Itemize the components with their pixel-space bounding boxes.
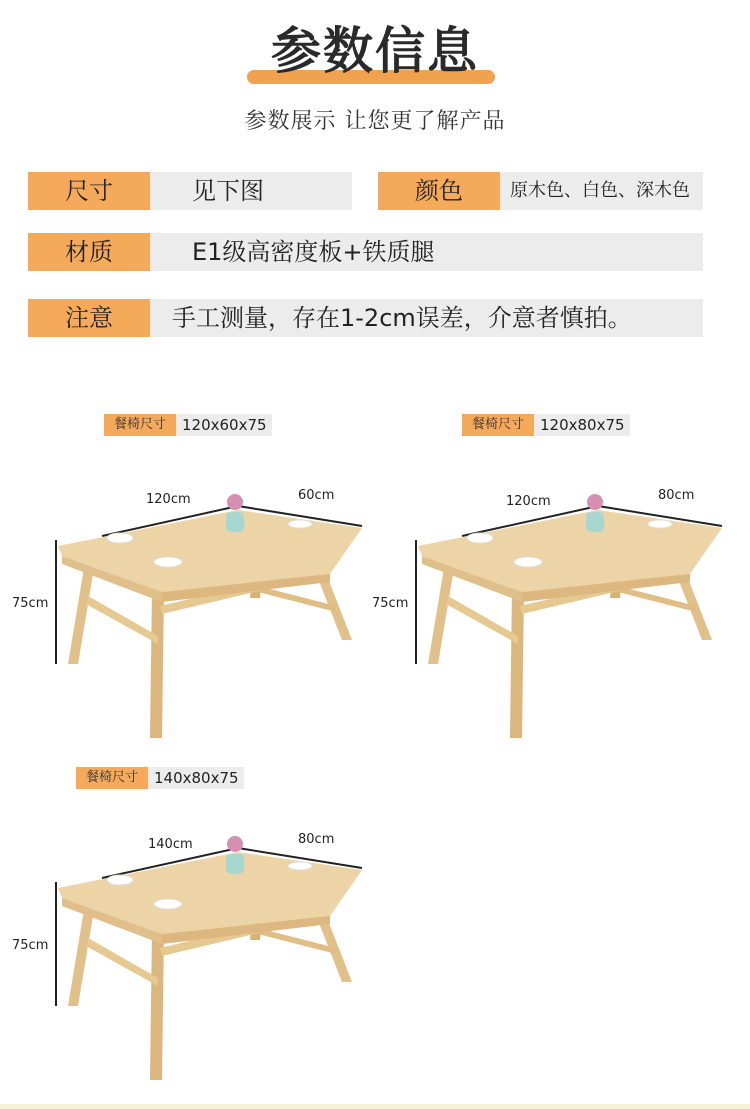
dim-height-1: 75cm xyxy=(12,596,49,611)
size-tag-2 xyxy=(462,414,632,436)
note-label: 注意 xyxy=(28,299,150,337)
dim-length-1: 120cm xyxy=(146,492,191,507)
size-tag-value: 120x80x75 xyxy=(534,414,630,436)
size-tag-1 xyxy=(104,414,274,436)
color-label: 颜色 xyxy=(378,172,500,210)
size-value: 见下图 xyxy=(150,172,352,210)
page-title: 参数信息 xyxy=(271,22,479,80)
dim-height-3: 75cm xyxy=(12,938,49,953)
size-label: 尺寸 xyxy=(28,172,150,210)
size-tag-value: 140x80x75 xyxy=(148,767,244,789)
dim-depth-1: 60cm xyxy=(298,488,335,503)
dim-length-2: 120cm xyxy=(506,494,551,509)
spec-row-note xyxy=(28,299,703,337)
size-tag-3 xyxy=(76,767,246,789)
size-tag-label: 餐椅尺寸 xyxy=(104,414,176,436)
page-subtitle: 参数展示 让您更了解产品 xyxy=(244,109,506,134)
note-value: 手工测量，存在1-2cm误差，介意者慎拍。 xyxy=(150,299,703,337)
page-header xyxy=(0,18,750,88)
spec-row-material xyxy=(28,233,703,271)
dining-table-icon xyxy=(400,488,730,746)
dining-table-icon xyxy=(40,488,370,746)
dining-table-icon xyxy=(40,830,370,1088)
spec-row-size-color xyxy=(28,172,703,210)
color-value: 原木色、白色、深木色 xyxy=(500,172,703,210)
dim-depth-2: 80cm xyxy=(658,488,695,503)
size-tag-value: 120x60x75 xyxy=(176,414,272,436)
bottom-strip xyxy=(0,1104,750,1109)
dim-length-3: 140cm xyxy=(148,837,193,852)
dim-depth-3: 80cm xyxy=(298,832,335,847)
size-tag-label: 餐椅尺寸 xyxy=(462,414,534,436)
size-tag-label: 餐椅尺寸 xyxy=(76,767,148,789)
material-value: E1级高密度板+铁质腿 xyxy=(150,233,703,271)
material-label: 材质 xyxy=(28,233,150,271)
dim-height-2: 75cm xyxy=(372,596,409,611)
